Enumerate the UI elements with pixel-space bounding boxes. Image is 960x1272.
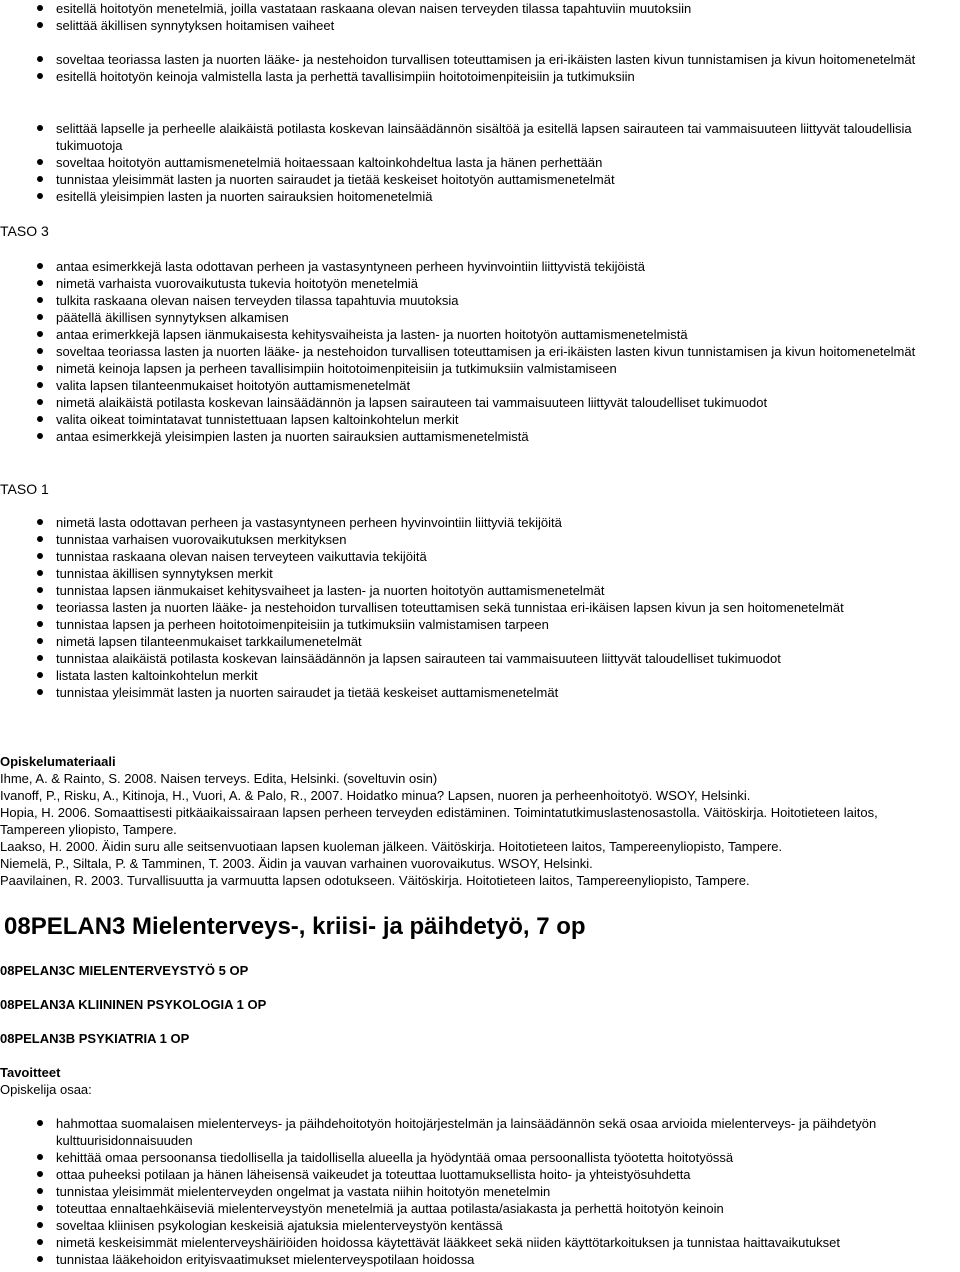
list-item: kehittää omaa persoonansa tiedollisella ja taidollisella alueella ja hyödyntää omaa persoonallista työotetta hoitotyössä <box>0 1149 950 1166</box>
materials-heading: Opiskelumateriaali <box>0 754 116 769</box>
reference-entry: Ihme, A. & Rainto, S. 2008. Naisen terveys. Edita, Helsinki. (soveltuvin osin) <box>0 771 438 786</box>
list-item: tunnistaa yleisimmät lasten ja nuorten sairaudet ja tietää keskeiset auttamismenetelmät <box>0 684 950 701</box>
reference-entry: Hopia, H. 2006. Somaattisesti pitkäaikaissairaan lapsen perheen terveyden edistäminen. Toimintatutkimuslastenosastolla. Väitöskirja. Hoitotieteen laitos, Tampereen yliopisto, Tampere. <box>0 805 878 837</box>
goals-heading: Tavoitteet <box>0 1065 61 1080</box>
reference-entry: Ivanoff, P., Risku, A., Kitinoja, H., Vuori, A. & Palo, R., 2007. Hoidatko minua? Lapsen, nuoren ja perheenhoitotyö. WSOY, Helsinki. <box>0 788 751 803</box>
objectives-list-b <box>0 120 950 205</box>
list-item: päätellä äkillisen synnytyksen alkamisen <box>0 309 950 326</box>
level-1-label: TASO 1 <box>0 481 49 497</box>
list-item: antaa esimerkkejä lasta odottavan perheen ja vastasyntyneen perheen hyvinvointiin liittyvistä tekijöistä <box>0 258 950 275</box>
list-item: ottaa puheeksi potilaan ja hänen läheisensä vaikeudet ja toteuttaa luottamuksellista hoito- ja yhteistyösuhdetta <box>0 1166 950 1183</box>
list-item: soveltaa kliinisen psykologian keskeisiä ajatuksia mielenterveystyön kentässä <box>0 1217 950 1234</box>
list-item: esitellä hoitotyön menetelmiä, joilla vastataan raskaana olevan naisen terveyden tilassa tapahtuviin muutoksiin <box>0 0 950 17</box>
goals-intro: Opiskelija osaa: <box>0 1082 92 1097</box>
goals-list <box>0 1115 950 1268</box>
list-item: soveltaa teoriassa lasten ja nuorten lääke- ja nestehoidon turvallisen toteuttamisen ja eri-ikäisten lasten kivun tunnistamisen ja kivun hoitomenetelmät <box>0 343 950 360</box>
subcourse-3b: 08PELAN3B PSYKIATRIA 1 OP <box>0 1031 190 1046</box>
references-list <box>0 770 930 889</box>
list-item: teoriassa lasten ja nuorten lääke- ja nestehoidon turvallisen toteuttamisen sekä tunnistaa eri-ikäisen lapsen kivun ja sen hoitomenetelmät <box>0 599 950 616</box>
list-item: soveltaa hoitotyön auttamismenetelmiä hoitaessaan kaltoinkohdeltua lasta ja hänen perhettään <box>0 154 950 171</box>
list-item: tunnistaa yleisimmät lasten ja nuorten sairaudet ja tietää keskeiset hoitotyön auttamismenetelmät <box>0 171 950 188</box>
reference-entry: Laakso, H. 2000. Äidin suru alle seitsenvuotiaan lapsen kuoleman jälkeen. Väitöskirja. Hoitotieteen laitos, Tampereenyliopisto, Tampere. <box>0 839 783 854</box>
list-item: tunnistaa raskaana olevan naisen terveyteen vaikuttavia tekijöitä <box>0 548 950 565</box>
list-item: valita lapsen tilanteenmukaiset hoitotyön auttamismenetelmät <box>0 377 950 394</box>
list-item: tunnistaa lääkehoidon erityisvaatimukset mielenterveyspotilaan hoidossa <box>0 1251 950 1268</box>
list-item: nimetä varhaista vuorovaikutusta tukevia hoitotyön menetelmiä <box>0 275 950 292</box>
list-item: esitellä hoitotyön keinoja valmistella lasta ja perhettä tavallisimpiin hoitotoimenpiteisiin ja tutkimuksiin <box>0 68 950 85</box>
list-item: tunnistaa varhaisen vuorovaikutuksen merkityksen <box>0 531 950 548</box>
list-item: soveltaa teoriassa lasten ja nuorten lääke- ja nestehoidon turvallisen toteuttamisen ja eri-ikäisten lasten kivun tunnistamisen ja kivun hoitomenetelmät <box>0 51 950 68</box>
list-item: esitellä yleisimpien lasten ja nuorten sairauksien hoitomenetelmiä <box>0 188 950 205</box>
list-item: nimetä alaikäistä potilasta koskevan lainsäädännön ja lapsen sairauteen tai vammaisuuteen liittyvät taloudelliset tukimuodot <box>0 394 950 411</box>
reference-entry: Niemelä, P., Siltala, P. & Tamminen, T. 2003. Äidin ja vauvan varhainen vuorovaikutus. WSOY, Helsinki. <box>0 856 593 871</box>
list-item: tunnistaa äkillisen synnytyksen merkit <box>0 565 950 582</box>
course-title: 08PELAN3 Mielenterveys-, kriisi- ja päihdetyö, 7 op <box>4 913 586 940</box>
list-item: toteuttaa ennaltaehkäiseviä mielenterveystyön menetelmiä ja auttaa potilasta/asiakasta ja perhettä hoitotyön keinoin <box>0 1200 950 1217</box>
list-item: tulkita raskaana olevan naisen terveyden tilassa tapahtuvia muutoksia <box>0 292 950 309</box>
reference-entry: Paavilainen, R. 2003. Turvallisuutta ja varmuutta lapsen odotukseen. Väitöskirja. Hoitotieteen laitos, Tampereenyliopisto, Tampere. <box>0 873 750 888</box>
list-item: tunnistaa lapsen ja perheen hoitotoimenpiteisiin ja tutkimuksiin valmistamisen tarpeen <box>0 616 950 633</box>
objectives-list-top <box>0 0 950 34</box>
list-item: tunnistaa alaikäistä potilasta koskevan lainsäädännön ja lapsen sairauteen tai vammaisuuteen liittyvät taloudelliset tukimuodot <box>0 650 950 667</box>
list-item: tunnistaa yleisimmät mielenterveyden ongelmat ja vastata niihin hoitotyön menetelmin <box>0 1183 950 1200</box>
subcourse-3c: 08PELAN3C MIELENTERVEYSTYÖ 5 OP <box>0 963 249 978</box>
list-item: nimetä keskeisimmät mielenterveyshäiriöiden hoidossa käytettävät lääkkeet sekä niiden käyttötarkoituksen ja tunnistaa haittavaikutukset <box>0 1234 950 1251</box>
level-3-label: TASO 3 <box>0 223 49 239</box>
list-item: antaa esimerkkejä yleisimpien lasten ja nuorten sairauksien auttamismenetelmistä <box>0 428 950 445</box>
level-1-objectives-list <box>0 514 950 701</box>
list-item: selittää lapselle ja perheelle alaikäistä potilasta koskevan lainsäädännön sisältöä ja esitellä lapsen sairauteen tai vammaisuuteen liittyvät taloudellisia tukimuotoja <box>0 120 950 154</box>
list-item: nimetä lasta odottavan perheen ja vastasyntyneen perheen hyvinvointiin liittyviä tekijöitä <box>0 514 950 531</box>
list-item: selittää äkillisen synnytyksen hoitamisen vaiheet <box>0 17 950 34</box>
level-3-objectives-list <box>0 258 950 445</box>
list-item: hahmottaa suomalaisen mielenterveys- ja päihdehoitotyön hoitojärjestelmän ja lainsäädännön sekä osaa arvioida mielenterveys- ja päihdetyön kulttuurisidonnaisuuden <box>0 1115 950 1149</box>
list-item: valita oikeat toimintatavat tunnistettuaan lapsen kaltoinkohtelun merkit <box>0 411 950 428</box>
list-item: listata lasten kaltoinkohtelun merkit <box>0 667 950 684</box>
list-item: nimetä lapsen tilanteenmukaiset tarkkailumenetelmät <box>0 633 950 650</box>
objectives-list-a <box>0 51 950 85</box>
subcourse-3a: 08PELAN3A KLIININEN PSYKOLOGIA 1 OP <box>0 997 267 1012</box>
list-item: tunnistaa lapsen iänmukaiset kehitysvaiheet ja lasten- ja nuorten hoitotyön auttamismenetelmät <box>0 582 950 599</box>
list-item: antaa erimerkkejä lapsen iänmukaisesta kehitysvaiheista ja lasten- ja nuorten hoitotyön auttamismenetelmistä <box>0 326 950 343</box>
list-item: nimetä keinoja lapsen ja perheen tavallisimpiin hoitotoimenpiteisiin ja tutkimuksiin valmistamiseen <box>0 360 950 377</box>
